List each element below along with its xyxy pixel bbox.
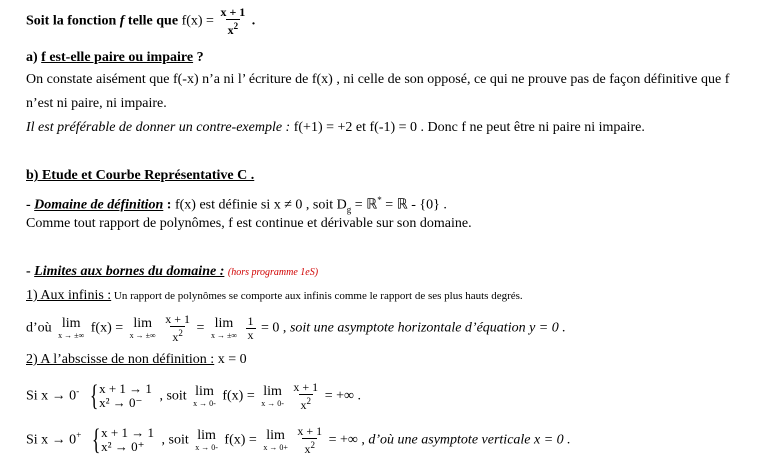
left-system bbox=[87, 381, 152, 411]
system-row-1: x + 1 → 1 bbox=[101, 425, 155, 441]
lim-word: lim bbox=[133, 316, 153, 331]
limits-dash: - bbox=[26, 264, 35, 279]
lim-word: lim bbox=[214, 316, 234, 331]
dou-text: d’où bbox=[26, 320, 52, 336]
system-brace: { bbox=[91, 423, 101, 457]
limit-fraction-simple bbox=[246, 315, 256, 342]
domain-title: Domaine de définition bbox=[34, 197, 164, 213]
limit-operator bbox=[58, 317, 84, 340]
lim-word: lim bbox=[61, 316, 81, 331]
nondef-equation: x = 0 bbox=[214, 352, 247, 367]
counter-example-intro: Il est préférable de donner un contre-exemple : bbox=[26, 120, 291, 135]
left-limit-result: = +∞ . bbox=[324, 388, 361, 404]
limits-title-line bbox=[26, 264, 318, 281]
nondef-title: 2) A l’abscisse de non définition : bbox=[26, 352, 215, 367]
domain-superscript: * bbox=[377, 195, 382, 205]
limit-operator bbox=[193, 385, 216, 408]
heading-end: . bbox=[251, 13, 256, 29]
fraction-numerator: x + 1 bbox=[220, 5, 246, 19]
continuity-line: Comme tout rapport de polynômes, f est continue et dérivable sur son domaine. bbox=[26, 216, 472, 231]
limit-fraction bbox=[296, 425, 323, 456]
fraction-denominator bbox=[170, 326, 185, 344]
domain-subscript: g bbox=[346, 204, 352, 215]
lim-subscript: x → ±∞ bbox=[58, 331, 85, 340]
limit-fraction bbox=[292, 381, 319, 412]
den-base: x bbox=[172, 330, 179, 344]
heading-fx: f(x) = bbox=[181, 13, 214, 29]
section-a-line-3 bbox=[26, 120, 645, 136]
domain-text-3: = ℝ - {0} . bbox=[381, 197, 447, 213]
lim-subscript: x → ±∞ bbox=[129, 331, 156, 340]
section-a-title bbox=[26, 50, 204, 66]
limits-note: (hors programme 1eS) bbox=[227, 267, 319, 278]
domain-text: f(x) est définie si x ≠ 0 , soit D bbox=[174, 197, 347, 213]
infinity-text: Un rapport de polynômes se comporte aux infinis comme le rapport de ses plus hauts degrés. bbox=[111, 290, 523, 302]
den-exponent: 2 bbox=[306, 395, 312, 406]
si-right-sup: + bbox=[76, 430, 82, 440]
domain-dash: - bbox=[26, 197, 35, 213]
lim-word: lim bbox=[195, 383, 214, 399]
fraction-denominator bbox=[226, 19, 241, 37]
limit-operator bbox=[261, 385, 284, 408]
fraction-denominator bbox=[302, 438, 317, 456]
fx-equals: f(x) = bbox=[222, 388, 255, 404]
horizontal-asymptote-text: soit une asymptote horizontale d’équation y = 0 . bbox=[286, 320, 566, 336]
section-a-title-text: f est-elle paire ou impaire bbox=[41, 50, 194, 65]
heading-telle: telle que bbox=[127, 13, 179, 29]
limit-fraction bbox=[164, 313, 191, 344]
limit-result: = 0 , bbox=[261, 320, 287, 336]
system-row-2: x² → 0⁻ bbox=[99, 395, 143, 411]
system-rows bbox=[99, 382, 152, 410]
si-right: Si x → 0 bbox=[26, 432, 77, 448]
si-left-sup: - bbox=[76, 386, 80, 396]
limit-operator bbox=[211, 317, 237, 340]
den-exponent: 2 bbox=[178, 328, 183, 338]
fx-equals: f(x) = bbox=[90, 320, 124, 336]
infinity-limit-formula bbox=[26, 313, 566, 344]
fraction-numerator: x + 1 bbox=[293, 379, 319, 394]
den-base: x bbox=[300, 397, 307, 412]
lim-word: lim bbox=[266, 427, 285, 443]
limits-title: Limites aux bornes du domaine : bbox=[34, 264, 225, 279]
domain-text-2: = ℝ bbox=[351, 197, 378, 213]
limit-operator bbox=[130, 317, 156, 340]
counter-example-text: f(+1) = +2 et f(-1) = 0 . Donc f ne peut être ni paire ni impaire. bbox=[290, 120, 645, 135]
den-base: x bbox=[304, 441, 311, 456]
system-rows bbox=[101, 426, 154, 454]
den-exponent: 2 bbox=[310, 439, 315, 450]
section-a-line-2: n’est ni paire, ni impaire. bbox=[26, 96, 167, 111]
infinity-title: 1) Aux infinis : bbox=[26, 288, 112, 303]
domain-line bbox=[26, 192, 447, 217]
lim-subscript: x → 0- bbox=[193, 398, 216, 408]
section-b-title: b) Etude et Courbe Représentative C . bbox=[26, 168, 255, 183]
soit-text: , soit bbox=[161, 432, 189, 448]
soit-text: , soit bbox=[159, 388, 187, 404]
den-base: x bbox=[227, 23, 234, 37]
fraction-denominator bbox=[299, 394, 314, 412]
right-limit-formula bbox=[26, 418, 571, 458]
limit-operator bbox=[195, 429, 218, 452]
fraction-numerator: x + 1 bbox=[165, 312, 191, 326]
system-brace: { bbox=[89, 379, 99, 413]
section-a-question-mark: ? bbox=[196, 50, 204, 65]
den-exponent: 2 bbox=[233, 21, 239, 31]
lim-subscript: x → 0- bbox=[261, 398, 284, 408]
function-definition bbox=[26, 6, 255, 37]
right-limit-result: = +∞ , bbox=[328, 432, 365, 448]
section-a-line-1: On constate aisément que f(-x) n’a ni l’ écriture de f(x) , ni celle de son opposé, ce qui ne prouve pas de façon définitive que f bbox=[26, 72, 730, 87]
lim-subscript: x → ±∞ bbox=[210, 331, 238, 340]
nondef-title-line bbox=[26, 352, 247, 368]
left-limit-formula bbox=[26, 374, 361, 414]
fraction-numerator: 1 bbox=[247, 314, 254, 328]
section-a-prefix: a) bbox=[26, 50, 38, 65]
heading-f: f bbox=[119, 13, 125, 29]
lim-word: lim bbox=[197, 427, 216, 443]
fraction-numerator: x + 1 bbox=[297, 423, 323, 438]
lim-word: lim bbox=[263, 383, 282, 399]
lim-subscript: x → 0+ bbox=[263, 442, 288, 452]
heading-fraction bbox=[219, 6, 246, 37]
si-left: Si x → 0 bbox=[26, 388, 77, 404]
domain-colon: : bbox=[163, 197, 175, 213]
fx-equals: f(x) = bbox=[224, 432, 257, 448]
heading-intro: Soit la fonction bbox=[26, 13, 117, 29]
equals-sign: = bbox=[196, 320, 205, 336]
lim-subscript: x → 0- bbox=[195, 442, 218, 452]
infinity-line bbox=[26, 288, 523, 304]
fraction-denominator: x bbox=[247, 328, 254, 342]
limit-operator bbox=[263, 429, 288, 452]
system-row-2: x² → 0⁺ bbox=[101, 439, 145, 455]
right-system bbox=[89, 425, 154, 455]
system-row-1: x + 1 → 1 bbox=[99, 381, 152, 397]
vertical-asymptote-text: d’où une asymptote verticale x = 0 . bbox=[364, 432, 571, 448]
